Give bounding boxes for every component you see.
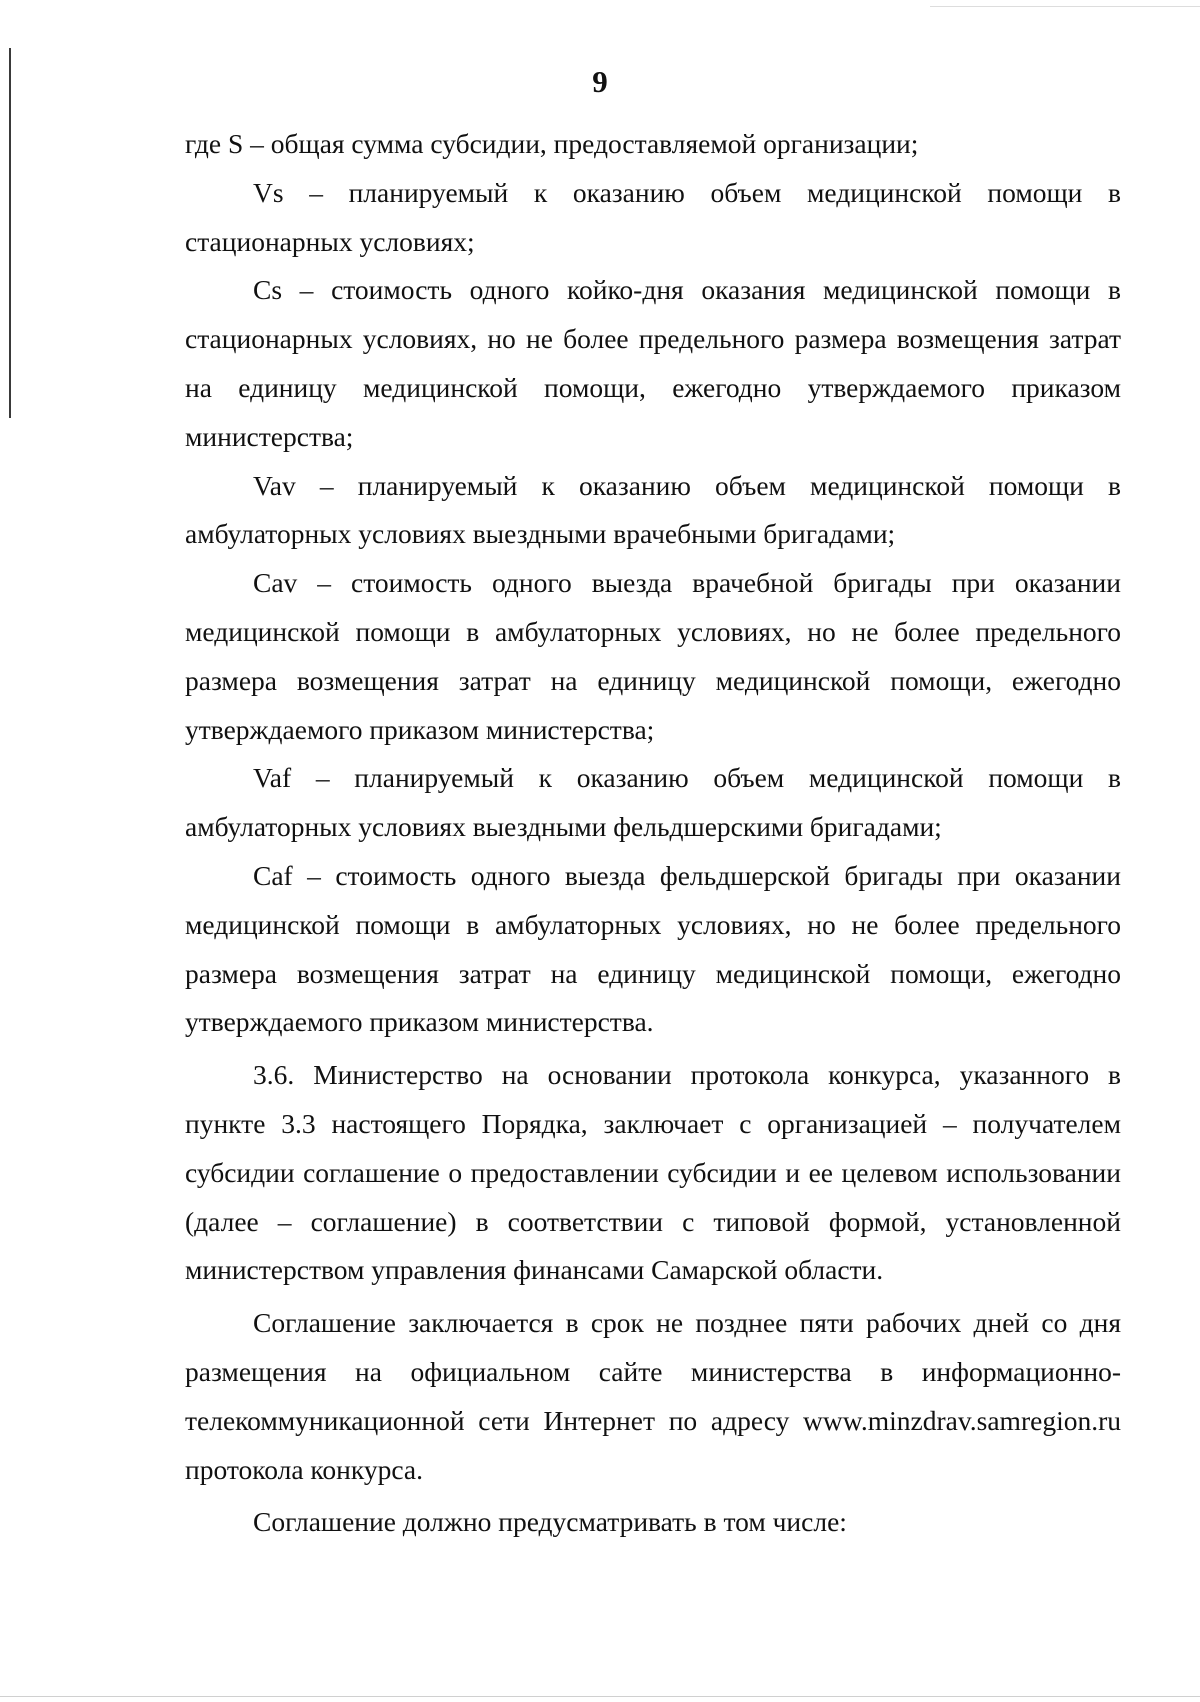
paragraph-definition-cs: Cs – стоимость одного койко-дня оказания медицинской помощи в стационарных условиях, но не более предельного размера возмещения затрат на единицу медицинской помощи, ежегодно утверждаемого приказом министерства; — [185, 274, 1121, 452]
paragraph-definition-vav: Vav – планируемый к оказанию объем медицинской помощи в амбулаторных условиях выездными врачебными бригадами; — [185, 469, 1121, 550]
scan-edge-top — [930, 6, 1200, 7]
paragraph-definition-s: где S – общая сумма субсидии, предоставляемой организации; — [185, 128, 919, 159]
scan-margin-line — [9, 48, 11, 418]
paragraph-definition-cav: Cav – стоимость одного выезда врачебной бригады при оказании медицинской помощи в амбулаторных условиях, но не более предельного размера возмещения затрат на единицу медицинской помощи, ежегодно утверждаемого приказом министерства; — [185, 567, 1121, 745]
paragraph-agreement-deadline: Соглашение заключается в срок не позднее пяти рабочих дней со дня размещения на официальном сайте министерства в информационно-телекоммуникационной сети Интернет по адресу www.minzdrav.samregion.ru протокола конкурса. — [185, 1307, 1121, 1485]
scan-edge-bottom — [0, 1696, 1200, 1697]
paragraph-agreement-provisions: Соглашение должно предусматривать в том числе: — [253, 1506, 847, 1538]
paragraph-section-3-6: 3.6. Министерство на основании протокола конкурса, указанного в пункте 3.3 настоящего Порядка, заключает с организацией – получателем субсидии соглашение о предоставлении субсидии и ее целевом использовании (далее – соглашение) в соответствии с типовой формой, установленной министерством управления финансами Самарской области. — [185, 1059, 1121, 1286]
paragraph-definition-vaf: Vaf – планируемый к оказанию объем медицинской помощи в амбулаторных условиях выездными фельдшерскими бригадами; — [185, 762, 1121, 843]
paragraph-definition-caf: Caf – стоимость одного выезда фельдшерской бригады при оказании медицинской помощи в амбулаторных условиях, но не более предельного размера возмещения затрат на единицу медицинской помощи, ежегодно утверждаемого приказом министерства. — [185, 859, 1121, 1038]
document-body — [185, 120, 1121, 1547]
paragraph-definition-vs: Vs – планируемый к оказанию объем медицинской помощи в стационарных условиях; — [185, 176, 1121, 257]
page-number: 9 — [592, 64, 608, 99]
